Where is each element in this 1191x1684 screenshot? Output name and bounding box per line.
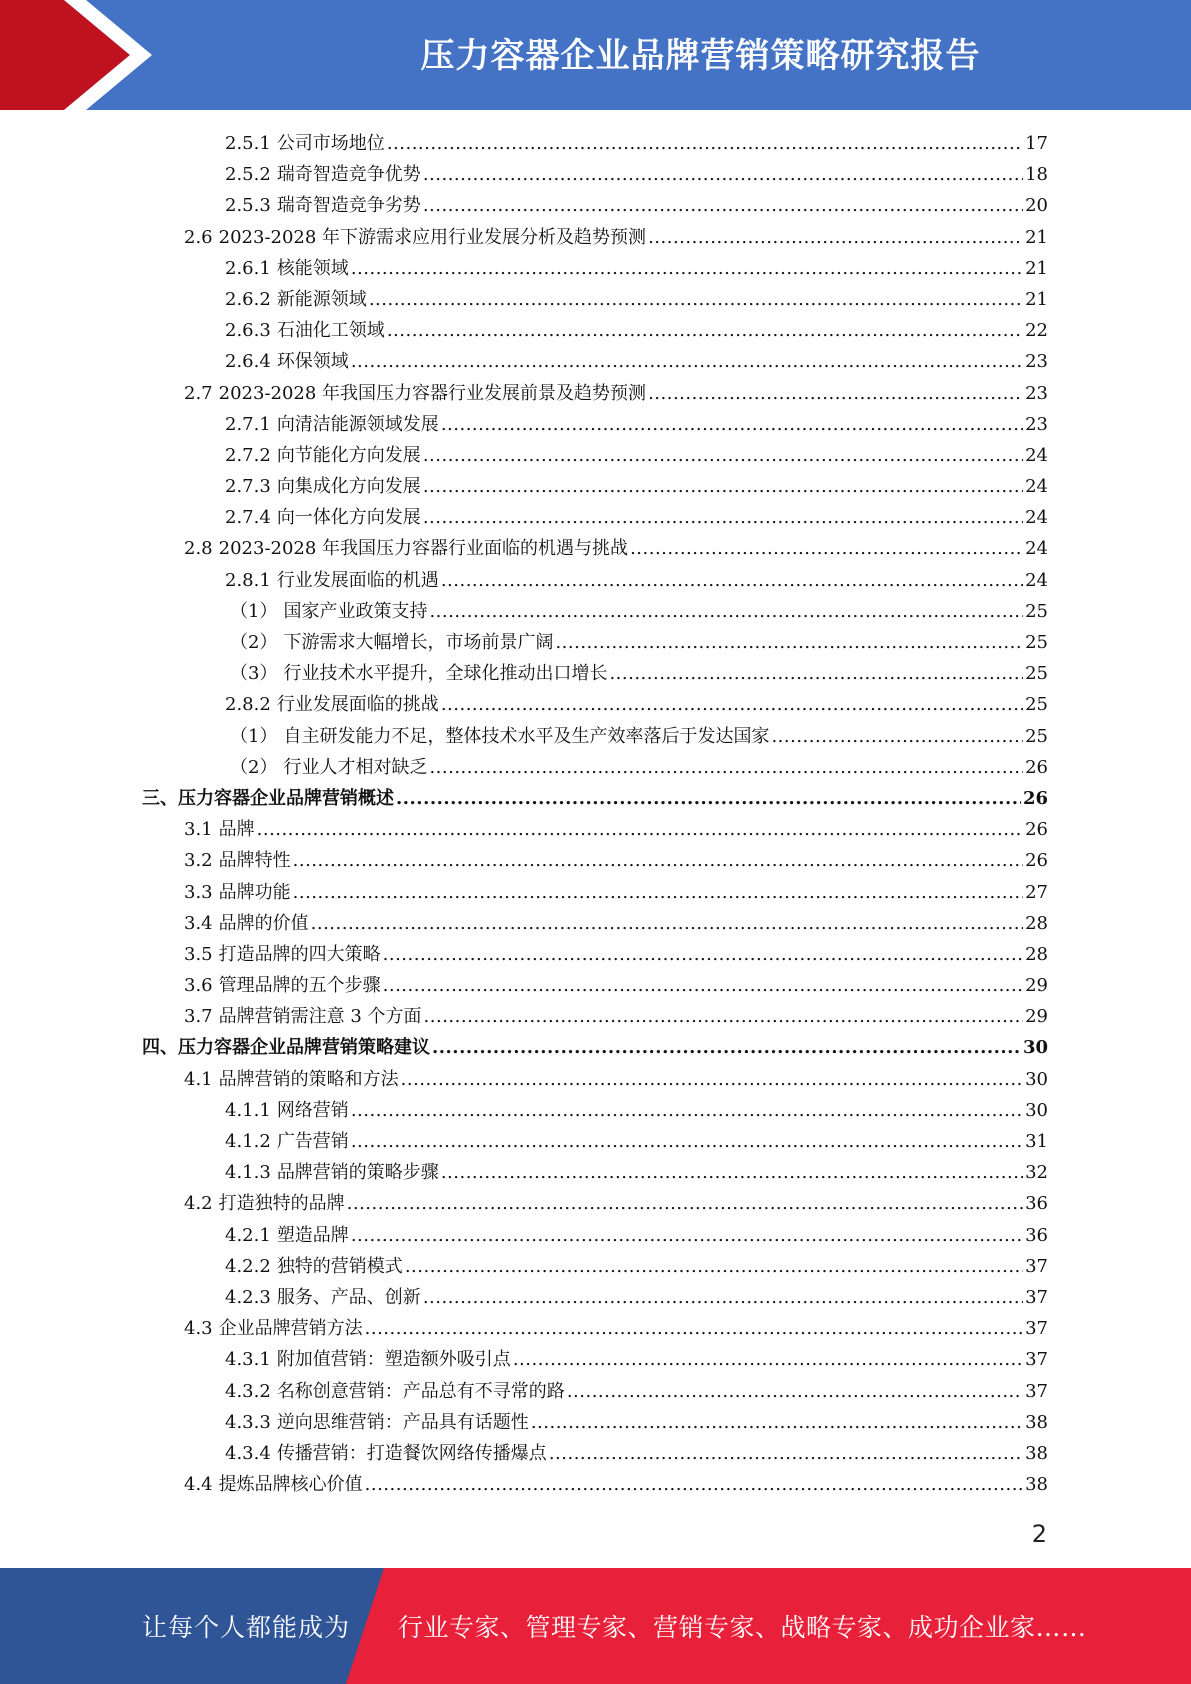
toc-leader-dots [549, 1438, 1023, 1469]
toc-entry-page: 29 [1025, 975, 1048, 997]
toc-entry[interactable] [142, 814, 1048, 845]
toc-entry-page: 23 [1025, 413, 1048, 435]
toc-leader-dots [441, 409, 1023, 440]
toc-entry-number: 2.8.2 [225, 694, 271, 716]
toc-entry-page: 24 [1025, 538, 1048, 560]
toc-entry-title: 打造独特的品牌 [218, 1193, 345, 1215]
toc-entry-title: 2023-2028 年我国压力容器行业发展前景及趋势预测 [218, 382, 647, 404]
toc-leader-dots [387, 315, 1023, 346]
toc-entry-title: 品牌 [218, 819, 255, 841]
toc-entry-page: 25 [1025, 663, 1048, 685]
toc-entry-page: 30 [1025, 1068, 1048, 1090]
toc-entry-number: 2.6.2 [225, 288, 271, 310]
toc-leader-dots [423, 190, 1023, 221]
toc-entry-number: 4.1 [184, 1068, 213, 1090]
toc-entry-title: 2023-2028 年下游需求应用行业发展分析及趋势预测 [218, 226, 647, 248]
toc-entry-page: 26 [1025, 819, 1048, 841]
toc-leader-dots [441, 565, 1023, 596]
toc-entry-title: 环保领域 [276, 351, 349, 373]
toc-entry-title: 压力容器企业品牌营销概述 [178, 787, 394, 809]
toc-entry-title: 行业发展面临的挑战 [276, 694, 439, 716]
toc-entry-number: （2） [230, 756, 278, 778]
toc-entry-number: 4.1.3 [225, 1162, 271, 1184]
toc-leader-dots [405, 1251, 1023, 1282]
toc-leader-dots [396, 783, 1021, 814]
toc-entry-page: 36 [1025, 1193, 1048, 1215]
toc-entry[interactable] [142, 845, 1048, 876]
toc-leader-dots [423, 440, 1023, 471]
toc-leader-dots [365, 1469, 1023, 1500]
toc-leader-dots [293, 845, 1023, 876]
page-number: 2 [1031, 1520, 1047, 1548]
toc-entry-number: 3.6 [184, 975, 213, 997]
toc-entry[interactable] [142, 970, 1048, 1001]
toc-leader-dots [429, 596, 1023, 627]
toc-entry-number: 四、 [142, 1037, 178, 1059]
toc-entry-page: 31 [1025, 1131, 1048, 1152]
toc-entry[interactable] [142, 596, 1048, 627]
toc-leader-dots [383, 939, 1023, 970]
toc-entry-number: 4.3.3 [225, 1411, 271, 1433]
toc-entry-page: 26 [1025, 850, 1048, 872]
toc-entry-page: 37 [1025, 1349, 1048, 1371]
toc-entry[interactable] [142, 315, 1048, 346]
toc-entry[interactable] [142, 627, 1048, 658]
toc-entry-number: 4.2.1 [225, 1224, 271, 1246]
toc-entry[interactable] [142, 689, 1048, 720]
toc-entry-page: 30 [1025, 1099, 1048, 1121]
toc-entry-page: 23 [1025, 382, 1048, 404]
toc-entry-title: 行业人才相对缺乏 [283, 756, 428, 778]
toc-leader-dots [311, 908, 1023, 939]
toc-entry-page: 25 [1025, 694, 1048, 716]
toc-entry-title: 管理品牌的五个步骤 [218, 975, 381, 997]
toc-entry[interactable] [142, 222, 1048, 253]
toc-entry-page: 30 [1022, 1037, 1048, 1059]
toc-entry-number: （1） [230, 600, 278, 622]
toc-entry-number: 4.3 [184, 1318, 213, 1340]
toc-entry-page: 27 [1025, 881, 1048, 903]
toc-entry-title: 向集成化方向发展 [276, 476, 421, 498]
toc-entry-page: 25 [1025, 725, 1048, 747]
toc-entry[interactable] [142, 284, 1048, 315]
toc-entry-number: 4.3.1 [225, 1349, 271, 1371]
toc-entry-number: 4.1.2 [225, 1131, 271, 1152]
toc-entry-page: 37 [1025, 1255, 1048, 1277]
toc-entry-number: 4.2 [184, 1193, 213, 1215]
toc-entry-title: 向清洁能源领域发展 [276, 413, 439, 435]
toc-entry-number: 3.2 [184, 850, 213, 872]
toc-entry-title: 品牌营销的策略和方法 [218, 1068, 399, 1090]
toc-entry[interactable] [142, 1188, 1048, 1219]
toc-entry[interactable] [142, 159, 1048, 190]
toc-entry-title: 网络营销 [276, 1099, 349, 1121]
toc-entry-title: 瑞奇智造竞争优势 [276, 164, 421, 186]
toc-entry-number: 3.5 [184, 943, 213, 965]
toc-entry[interactable] [142, 1251, 1048, 1282]
toc-leader-dots [424, 1001, 1024, 1032]
toc-leader-dots [351, 1220, 1023, 1251]
toc-entry[interactable] [142, 721, 1048, 752]
toc-entry-number: 2.7.1 [225, 413, 271, 435]
toc-entry-number: 4.4 [184, 1474, 213, 1496]
toc-entry-number: 2.6.3 [225, 320, 271, 342]
toc-entry[interactable] [142, 658, 1048, 689]
toc-entry-title: 向一体化方向发展 [276, 507, 421, 529]
toc-entry-page: 18 [1025, 164, 1048, 186]
toc-entry[interactable] [142, 440, 1048, 471]
toc-entry[interactable] [142, 346, 1048, 377]
toc-entry-page: 26 [1022, 787, 1048, 809]
toc-entry-page: 37 [1025, 1380, 1048, 1402]
toc-entry-number: 2.7.2 [225, 444, 271, 466]
toc-entry[interactable] [142, 128, 1048, 159]
toc-entry-number: 4.1.1 [225, 1099, 271, 1121]
toc-entry-title: 品牌功能 [218, 881, 291, 903]
toc-leader-dots [648, 222, 1023, 253]
toc-leader-dots [423, 502, 1023, 533]
toc-entry-title: 品牌特性 [218, 850, 291, 872]
toc-entry-page: 24 [1025, 444, 1048, 466]
toc-entry-number: （2） [230, 632, 278, 653]
toc-entry-title: 传播营销：打造餐饮网络传播爆点 [276, 1442, 547, 1464]
toc-entry-number: （1） [230, 725, 278, 747]
toc-leader-dots [401, 1064, 1023, 1095]
footer-slogan-left: 让每个人都能成为 [142, 1613, 351, 1642]
toc-entry[interactable] [142, 378, 1048, 409]
toc-leader-dots [351, 346, 1023, 377]
toc-entry-title: 服务、产品、创新 [276, 1286, 421, 1308]
toc-entry-title: 广告营销 [276, 1131, 349, 1152]
toc-entry-number: 2.7 [184, 382, 213, 404]
toc-entry[interactable] [142, 1438, 1048, 1469]
toc-entry[interactable] [142, 1001, 1048, 1032]
toc-entry-number: 4.2.2 [225, 1255, 271, 1277]
toc-entry-page: 24 [1025, 476, 1048, 498]
toc-entry-page: 20 [1025, 195, 1048, 217]
toc-entry-page: 28 [1025, 912, 1048, 934]
toc-entry[interactable] [142, 533, 1048, 564]
toc-entry[interactable] [142, 1220, 1048, 1251]
toc-leader-dots [531, 1407, 1023, 1438]
toc-entry-page: 29 [1025, 1006, 1048, 1028]
toc-entry-title: 瑞奇智造竞争劣势 [276, 195, 421, 217]
toc-leader-dots [387, 128, 1023, 159]
toc-leader-dots [423, 159, 1023, 190]
toc-entry[interactable] [142, 409, 1048, 440]
toc-leader-dots [432, 1032, 1021, 1063]
toc-leader-dots [351, 1095, 1023, 1126]
toc-entry-page: 23 [1025, 351, 1048, 373]
toc-entry-number: 3.4 [184, 912, 213, 934]
toc-entry-page: 28 [1025, 943, 1048, 965]
toc-leader-dots [441, 689, 1023, 720]
toc-entry-page: 21 [1025, 288, 1048, 310]
toc-leader-dots [423, 471, 1023, 502]
toc-entry-title: 自主研发能力不足，整体技术水平及生产效率落后于发达国家 [283, 725, 770, 747]
toc-entry-page: 36 [1025, 1224, 1048, 1246]
toc-entry[interactable] [142, 253, 1048, 284]
toc-leader-dots [347, 1188, 1023, 1219]
toc-entry[interactable] [142, 471, 1048, 502]
toc-entry-page: 32 [1025, 1162, 1048, 1184]
toc-entry[interactable] [142, 1032, 1048, 1063]
toc-entry-number: 2.6.4 [225, 351, 271, 373]
toc-leader-dots [555, 627, 1023, 658]
toc-entry-title: 2023-2028 年我国压力容器行业面临的机遇与挑战 [218, 538, 629, 560]
toc-entry-number: 2.8 [184, 538, 213, 560]
toc-leader-dots [383, 970, 1023, 1001]
toc-leader-dots [429, 752, 1023, 783]
toc-entry-page: 26 [1025, 756, 1048, 778]
toc-entry[interactable] [142, 783, 1048, 814]
toc-leader-dots [351, 1126, 1023, 1157]
toc-entry-title: 下游需求大幅增长，市场前景广阔 [283, 632, 554, 653]
toc-entry-title: 逆向思维营销：产品具有话题性 [276, 1411, 529, 1433]
toc-leader-dots [513, 1344, 1023, 1375]
toc-entry-page: 37 [1025, 1286, 1048, 1308]
toc-entry[interactable] [142, 752, 1048, 783]
toc-entry-title: 独特的营销模式 [276, 1255, 403, 1277]
toc-entry-number: 3.1 [184, 819, 213, 841]
toc-entry[interactable] [142, 877, 1048, 908]
toc-entry-number: 4.3.2 [225, 1380, 271, 1402]
toc-entry-title: 企业品牌营销方法 [218, 1318, 363, 1340]
toc-entry[interactable] [142, 502, 1048, 533]
toc-entry-number: 2.6 [184, 226, 213, 248]
toc-entry-number: 2.8.1 [225, 569, 271, 591]
toc-leader-dots [257, 814, 1023, 845]
toc-entry-number: 2.7.4 [225, 507, 271, 529]
toc-entry[interactable] [142, 908, 1048, 939]
toc-entry-page: 38 [1025, 1411, 1048, 1433]
table-of-contents [142, 128, 1048, 1500]
toc-entry-number: （3） [230, 663, 278, 685]
toc-entry[interactable] [142, 1469, 1048, 1500]
toc-entry[interactable] [142, 1126, 1048, 1157]
footer-slogan-right: 行业专家、管理专家、营销专家、战略专家、成功企业家…… [398, 1613, 1087, 1642]
toc-entry[interactable] [142, 1376, 1048, 1407]
toc-entry-title: 品牌的价值 [218, 912, 309, 934]
toc-entry[interactable] [142, 1344, 1048, 1375]
toc-entry-number: 2.5.2 [225, 164, 271, 186]
toc-entry[interactable] [142, 1407, 1048, 1438]
toc-entry-title: 品牌营销的策略步骤 [276, 1162, 439, 1184]
toc-entry[interactable] [142, 1095, 1048, 1126]
toc-entry-title: 核能领域 [276, 257, 349, 279]
toc-entry[interactable] [142, 939, 1048, 970]
toc-entry[interactable] [142, 190, 1048, 221]
toc-entry-page: 17 [1025, 133, 1048, 154]
toc-leader-dots [351, 253, 1023, 284]
toc-leader-dots [771, 721, 1023, 752]
toc-entry-title: 国家产业政策支持 [283, 600, 428, 622]
toc-entry[interactable] [142, 1157, 1048, 1188]
toc-leader-dots [441, 1157, 1023, 1188]
toc-entry-number: 三、 [142, 787, 178, 809]
toc-entry-page: 37 [1025, 1318, 1048, 1340]
toc-entry-number: 3.3 [184, 881, 213, 903]
toc-entry-title: 品牌营销需注意 3 个方面 [218, 1006, 422, 1028]
toc-entry-number: 3.7 [184, 1006, 213, 1028]
toc-entry-number: 2.7.3 [225, 476, 271, 498]
toc-leader-dots [630, 533, 1023, 564]
toc-entry-page: 21 [1025, 226, 1048, 248]
toc-entry-title: 打造品牌的四大策略 [218, 943, 381, 965]
toc-leader-dots [567, 1376, 1023, 1407]
header-arrow-decoration [0, 0, 260, 110]
toc-entry-title: 行业技术水平提升，全球化推动出口增长 [283, 663, 608, 685]
toc-entry-page: 21 [1025, 257, 1048, 279]
toc-entry-number: 4.3.4 [225, 1442, 271, 1464]
footer-banner [0, 1568, 1191, 1684]
toc-leader-dots [293, 877, 1023, 908]
report-title: 压力容器企业品牌营销策略研究报告 [420, 36, 981, 76]
toc-entry-title: 石油化工领域 [276, 320, 385, 342]
toc-entry[interactable] [142, 1064, 1048, 1095]
toc-entry-page: 38 [1025, 1442, 1048, 1464]
toc-entry-title: 向节能化方向发展 [276, 444, 421, 466]
toc-entry[interactable] [142, 565, 1048, 596]
toc-entry-number: 2.5.1 [225, 133, 271, 154]
toc-leader-dots [423, 1282, 1023, 1313]
toc-leader-dots [648, 378, 1023, 409]
toc-entry-page: 25 [1025, 632, 1048, 653]
toc-leader-dots [365, 1313, 1023, 1344]
toc-entry-page: 24 [1025, 507, 1048, 529]
toc-entry-title: 提炼品牌核心价值 [218, 1474, 363, 1496]
toc-entry-number: 2.6.1 [225, 257, 271, 279]
toc-entry-number: 2.5.3 [225, 195, 271, 217]
toc-entry-title: 塑造品牌 [276, 1224, 349, 1246]
toc-entry[interactable] [142, 1313, 1048, 1344]
toc-entry-title: 公司市场地位 [276, 133, 385, 154]
toc-entry-title: 新能源领域 [276, 288, 367, 310]
toc-entry-page: 25 [1025, 600, 1048, 622]
toc-entry-page: 24 [1025, 569, 1048, 591]
toc-entry-page: 38 [1025, 1474, 1048, 1496]
toc-entry-number: 4.2.3 [225, 1286, 271, 1308]
toc-entry-title: 行业发展面临的机遇 [276, 569, 439, 591]
toc-entry[interactable] [142, 1282, 1048, 1313]
header-banner [0, 0, 1191, 110]
toc-entry-title: 名称创意营销：产品总有不寻常的路 [276, 1380, 565, 1402]
toc-entry-title: 附加值营销：塑造额外吸引点 [276, 1349, 511, 1371]
toc-leader-dots [609, 658, 1023, 689]
toc-leader-dots [369, 284, 1023, 315]
toc-entry-page: 22 [1025, 320, 1048, 342]
toc-entry-title: 压力容器企业品牌营销策略建议 [178, 1037, 430, 1059]
